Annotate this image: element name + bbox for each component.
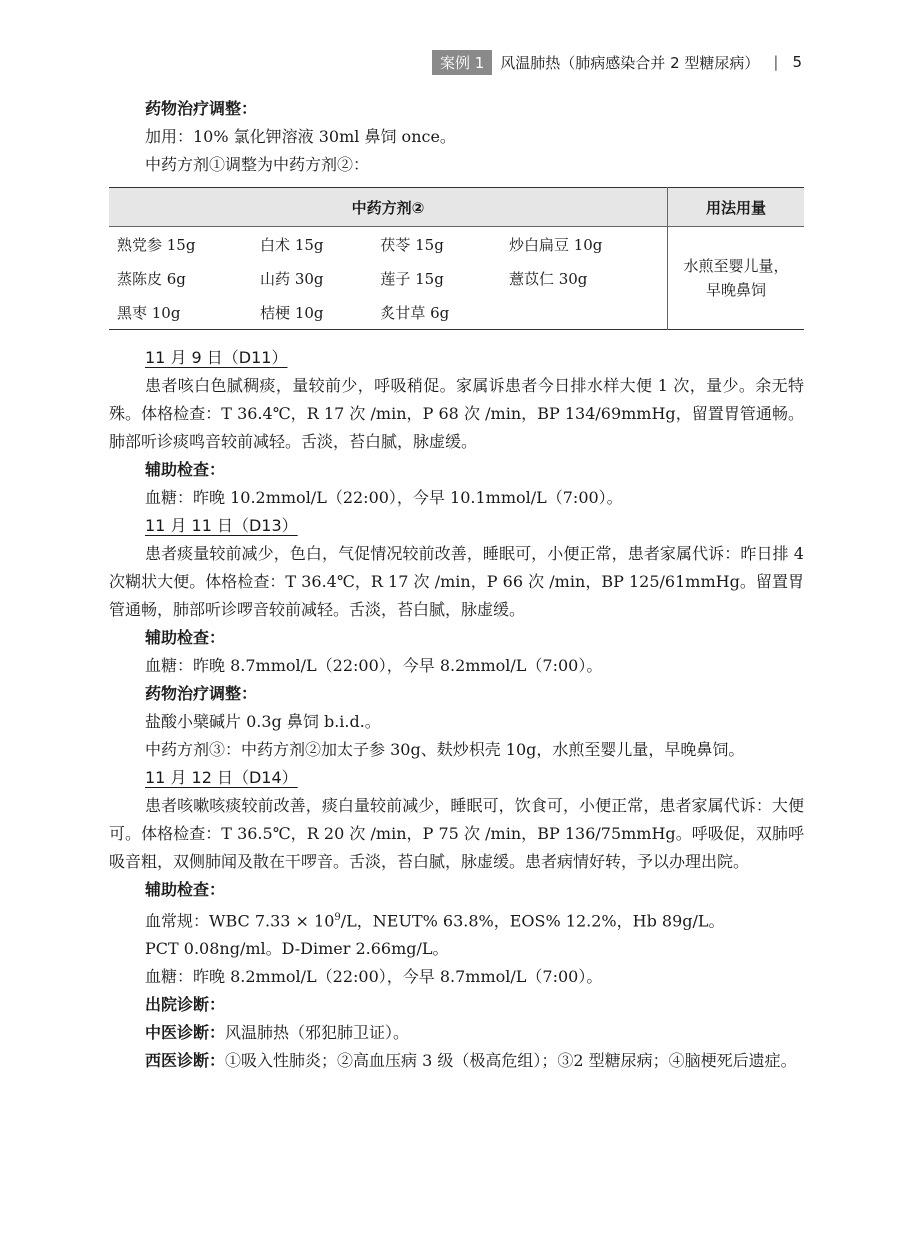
d11-text: 患者咳白色腻稠痰，量较前少，呼吸稍促。家属诉患者今日排水样大便 1 次，量少。余无特殊。体格检查：T 36.4℃，R 17 次 /min，P 68 次 /min，BP 134/69mmHg，留置胃管通畅。肺部听诊痰鸣音较前减轻。舌淡，苔白腻，脉虚缓。 — [109, 376, 804, 451]
intro-line-1: 加用：10% 氯化钾溶液 30ml 鼻饲 once。 — [145, 127, 456, 146]
herb-cell: 蒸陈皮 6g — [117, 269, 186, 288]
table-row — [109, 227, 804, 262]
usage-cell — [668, 227, 805, 330]
herb-cell: 黑枣 10g — [117, 303, 181, 322]
table-header-formula: 中药方剂② — [109, 188, 668, 227]
d14-glucose: 血糖：昨晚 8.2mmol/L（22:00），今早 8.7mmol/L（7:00）。 — [145, 967, 603, 987]
table-header-usage: 用法用量 — [668, 188, 805, 227]
herb-cell: 薏苡仁 30g — [508, 269, 588, 288]
wm-label: 西医诊断： — [145, 1051, 226, 1071]
blood-sup: 9 — [334, 912, 341, 923]
herb-cell: 莲子 15g — [380, 269, 444, 288]
usage-line-2: 早晚鼻饲 — [705, 281, 766, 299]
date-d13-text: 11 月 11 日（D13） — [145, 516, 298, 535]
herb-cell: 白术 15g — [260, 235, 324, 254]
herb-cell: 茯苓 15g — [380, 235, 444, 254]
herb-cell: 熟党参 15g — [117, 235, 196, 254]
date-d11-text: 11 月 9 日（D11） — [145, 348, 288, 367]
case-badge: 案例 1 — [432, 50, 492, 75]
chapter-title: 风温肺热（肺病感染合并 2 型糖尿病） — [500, 53, 760, 72]
tcm-diagnosis — [109, 1019, 804, 1047]
date-d13 — [109, 512, 804, 540]
d14-text: 患者咳嗽咳痰较前改善，痰白量较前减少，睡眠可，饮食可，小便正常，患者家属代诉：大便可。体格检查：T 36.5℃，R 20 次 /min，P 75 次 /min，BP 136/75mmHg。呼吸促，双肺呼吸音粗，双侧肺闻及散在干啰音。舌淡，苔白腻，脉虚缓。患者病情好转，予以办理出院。 — [109, 796, 804, 871]
blood-suffix: /L，NEUT% 63.8%，EOS% 12.2%，Hb 89g/L。 — [340, 911, 725, 931]
d13-drug-title: 药物治疗调整： — [145, 684, 258, 703]
prescription-table — [109, 187, 804, 330]
tcm-label: 中医诊断： — [145, 1023, 226, 1043]
page-header — [432, 50, 802, 74]
d13-drug-2: 中药方剂③：中药方剂②加太子参 30g、麸炒枳壳 10g，水煎至婴儿量，早晚鼻饲。 — [145, 740, 745, 759]
d11-aux-title: 辅助检查： — [145, 460, 226, 479]
date-d14 — [109, 764, 804, 792]
intro-line-2: 中药方剂①调整为中药方剂②： — [145, 155, 370, 174]
blood-prefix: 血常规：WBC 7.33 × 10 — [145, 911, 335, 931]
drug-adjust-title: 药物治疗调整： — [145, 99, 258, 118]
d11-glucose: 血糖：昨晚 10.2mmol/L（22:00），今早 10.1mmol/L（7:00）。 — [145, 488, 623, 507]
wm-text: ①吸入性肺炎；②高血压病 3 级（极高危组）；③2 型糖尿病；④脑梗死后遗症。 — [225, 1051, 797, 1071]
header-separator: | — [773, 53, 779, 71]
d13-glucose: 血糖：昨晚 8.7mmol/L（22:00），今早 8.2mmol/L（7:00）。 — [145, 656, 603, 675]
date-d11 — [109, 344, 804, 372]
usage-line-1: 水煎至婴儿量， — [683, 257, 789, 275]
herb-cell: 炙甘草 6g — [380, 303, 450, 322]
tcm-text: 风温肺热（邪犯肺卫证）。 — [225, 1023, 410, 1043]
page-content — [109, 95, 804, 1075]
discharge-title: 出院诊断： — [145, 995, 226, 1015]
d14-pct: PCT 0.08ng/ml。D-Dimer 2.66mg/L。 — [145, 939, 449, 959]
herb-cell: 炒白扁豆 10g — [508, 235, 603, 254]
herb-cell: 山药 30g — [260, 269, 324, 288]
wm-diagnosis — [109, 1047, 804, 1075]
herb-cell — [501, 295, 668, 330]
d13-text: 患者痰量较前减少，色白，气促情况较前改善，睡眠可，小便正常，患者家属代诉：昨日排 4 次糊状大便。体格检查：T 36.4℃，R 17 次 /min，P 66 次 /min，BP 125/61mmHg。留置胃管通畅，肺部听诊啰音较前减轻。舌淡，苔白腻，脉虚缓。 — [109, 544, 804, 619]
d13-aux-title: 辅助检查： — [145, 628, 226, 647]
page-number: 5 — [792, 53, 802, 71]
d13-drug-1: 盐酸小檗碱片 0.3g 鼻饲 b.i.d.。 — [145, 712, 381, 731]
d14-aux-title: 辅助检查： — [145, 880, 226, 899]
date-d14-text: 11 月 12 日（D14） — [145, 768, 298, 787]
d14-blood-routine — [109, 904, 804, 935]
herb-cell: 桔梗 10g — [260, 303, 324, 322]
